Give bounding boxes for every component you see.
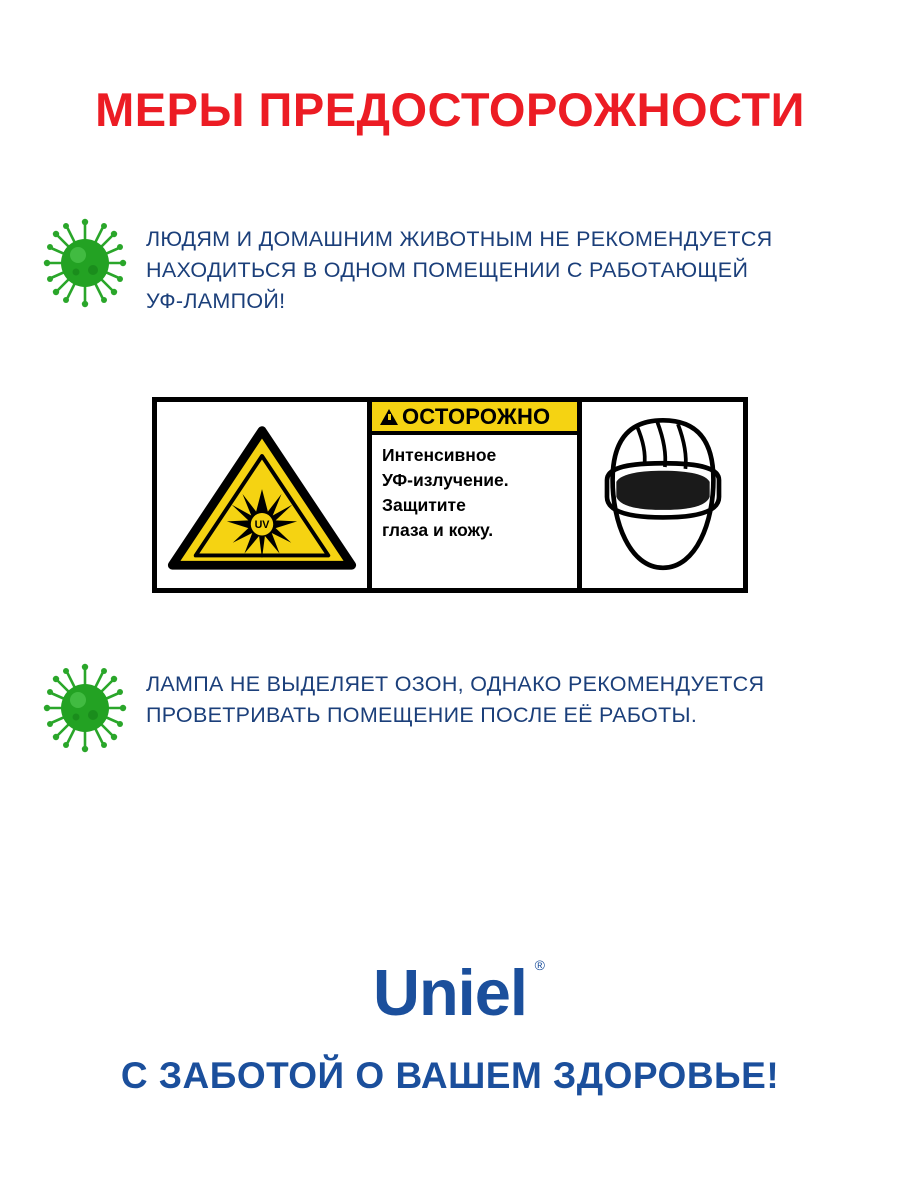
uv-hazard-triangle-icon — [164, 417, 360, 573]
brand-name: Uniel — [373, 956, 527, 1029]
virus-icon — [40, 215, 130, 311]
caution-body-line: УФ-излучение. — [382, 470, 509, 490]
caution-body-line: глаза и кожу. — [382, 520, 494, 540]
caution-body-line: Интенсивное — [382, 445, 497, 465]
precaution-line: ПРОВЕТРИВАТЬ ПОМЕЩЕНИЕ ПОСЛЕ ЕЁ РАБОТЫ. — [146, 703, 698, 727]
precaution-text-1 — [146, 215, 773, 317]
brand-name-wrapper — [373, 955, 544, 1030]
caution-body — [372, 435, 577, 547]
ppe-cell — [582, 402, 743, 588]
brand-logo — [0, 955, 900, 1030]
precaution-line: ЛАМПА НЕ ВЫДЕЛЯЕТ ОЗОН, ОДНАКО РЕКОМЕНДУЕТСЯ — [146, 672, 765, 696]
precaution-text-2 — [146, 660, 764, 731]
precaution-line: НАХОДИТЬСЯ В ОДНОМ ПОМЕЩЕНИИ С РАБОТАЮЩЕЙ — [146, 258, 749, 282]
brand-slogan: С ЗАБОТОЙ О ВАШЕМ ЗДОРОВЬЕ! — [120, 1055, 780, 1096]
precaution-item-2 — [40, 660, 860, 756]
precaution-line: УФ-ЛАМПОЙ! — [146, 289, 286, 313]
uv-warning-label — [152, 397, 748, 593]
precaution-item-1 — [40, 215, 860, 317]
svg-text:UV: UV — [254, 519, 270, 532]
page-title: МЕРЫ ПРЕДОСТОРОЖНОСТИ — [95, 83, 805, 136]
caution-text-cell — [372, 402, 582, 588]
caution-heading-bar — [372, 402, 577, 435]
safety-goggles-icon — [588, 411, 738, 579]
caution-body-line: Защитите — [382, 495, 466, 515]
virus-icon — [40, 660, 130, 756]
registered-mark: ® — [534, 957, 544, 973]
caution-heading: ОСТОРОЖНО — [402, 403, 551, 429]
precaution-line: ЛЮДЯМ И ДОМАШНИМ ЖИВОТНЫМ НЕ РЕКОМЕНДУЕТСЯ — [146, 227, 773, 251]
hazard-symbol-cell — [157, 402, 372, 588]
warning-triangle-icon — [380, 409, 398, 425]
